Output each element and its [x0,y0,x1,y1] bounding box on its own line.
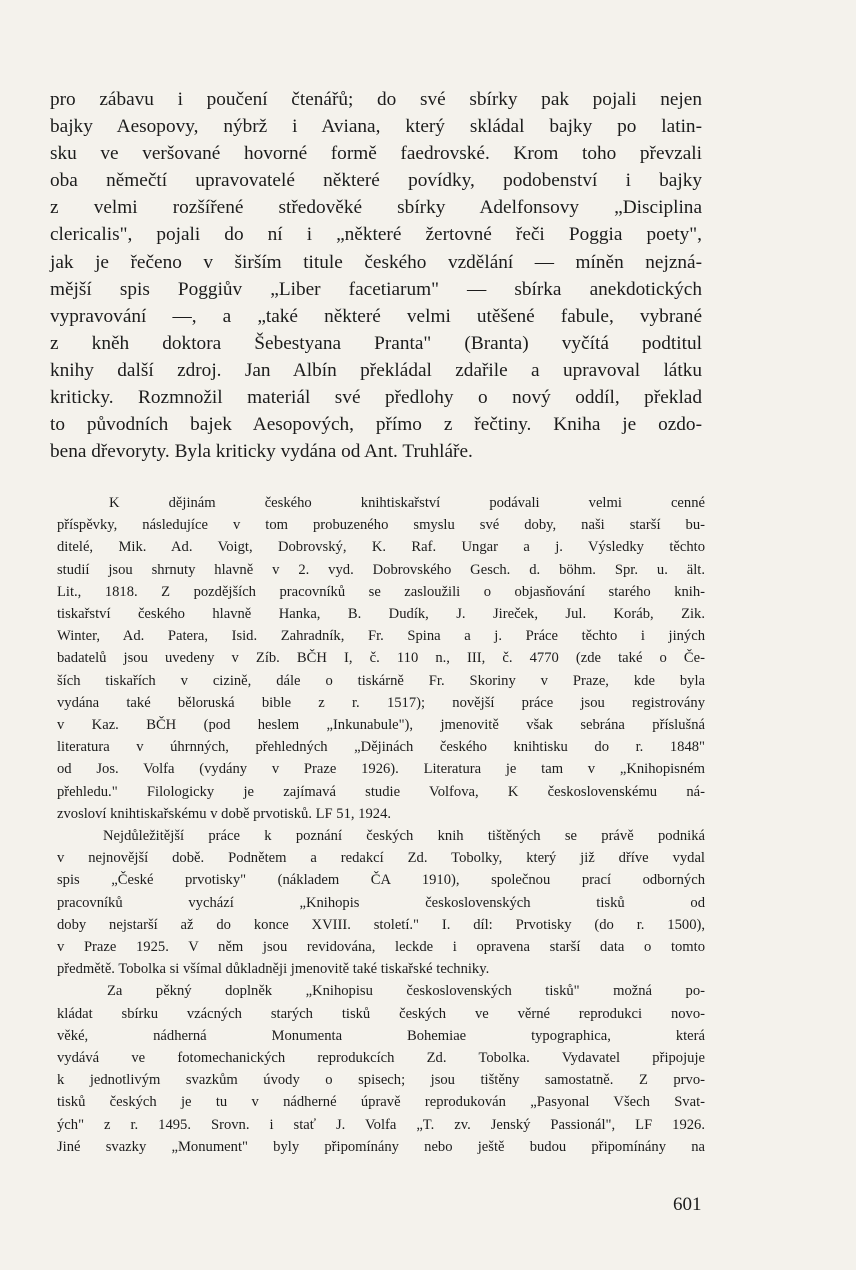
note-line: kládat sbírku vzácných starých tisků českých ve věrné reprodukci novo- [57,1005,705,1022]
note-line: ých" z r. 1495. Srovn. i stať J. Volfa „T. zv. Jenský Passionál", LF 1926. [57,1116,705,1133]
note-line: přehledu." Filologicky je zajímavá studie Volfova, K československému ná- [57,783,705,800]
main-line: vypravování —, a „také některé velmi utěšené fabule, vybrané [50,305,702,327]
note-line: vydává ve fotomechanických reprodukcích Zd. Tobolka. Vydavatel připojuje [57,1050,705,1067]
note-line: K dějinám českého knihtiskařství podávali velmi cenné [109,495,705,511]
main-line: mější spis Poggiův „Liber facetiarum" — sbírka anekdotických [50,278,702,300]
main-line: sku ve veršované hovorné formě faedrovské. Krom toho převzali [50,143,702,165]
note-line: v nejnovější době. Podnětem a redakcí Zd. Tobolky, který již dříve vydal [57,850,705,867]
main-line: z kněh doktora Šebestyana Pranta" (Branta) vyčítá podtitul [50,332,702,354]
note-line: Za pěkný doplněk „Knihopisu československých tisků" možná po- [107,983,705,1000]
note-line: předmětě. Tobolka si všímal důkladněji jmenovitě také tiskařské techniky. [57,961,490,978]
main-line: clericalis", pojali do ní i „některé žertovné řeči Poggia poety", [50,224,702,246]
note-line: příspěvky, následujíce v tom probuzeného smyslu své doby, naši starší bu- [57,517,705,534]
note-line: literatura v úhrnných, přehledných „Dějinách českého knihtisku do r. 1848" [57,739,705,756]
note-line: věké, nádherná Monumenta Bohemiae typographica, která [57,1027,705,1044]
note-line: v Kaz. BČH (pod heslem „Inkunabule"), jmenovitě však sebrána příslušná [57,717,705,734]
main-line: jak je řečeno v širším titule českého vzdělání — míněn nejzná- [50,251,702,273]
main-line: knihy další zdroj. Jan Albín překládal zdařile a upravoval látku [50,359,702,381]
note-line: Nejdůležitější práce k poznání českých knih tištěných se právě podniká [103,828,705,845]
main-line: kriticky. Rozmnožil materiál své předlohy o nový oddíl, překlad [50,387,702,409]
note-line: doby nejstarší až do konce XVIII. století." I. díl: Prvotisky (do r. 1500), [57,916,705,933]
main-line: pro zábavu i poučení čtenářů; do své sbírky pak pojali nejen [50,89,702,110]
note-line: pracovníků vychází „Knihopis československých tisků od [57,894,705,911]
main-line: bajky Aesopovy, nýbrž i Aviana, který skládal bajky po latin- [50,116,702,138]
page-number: 601 [673,1194,702,1215]
note-line: vydána také běloruská bible z r. 1517); novější práce jsou registrovány [57,694,705,711]
main-line: z velmi rozšířené středověké sbírky Adelfonsovy „Disciplina [50,197,702,219]
note-line: od Jos. Volfa (vydány v Praze 1926). Literatura je tam v „Knihopisném [57,761,705,778]
note-line: tisků českých je tu v nádherné úpravě reprodukován „Pasyonal Všech Svat- [57,1094,705,1111]
note-line: k jednotlivým svazkům úvody o spisech; jsou tištěny samostatně. Z prvo- [57,1072,705,1089]
note-line: tiskařství českého hlavně Hanka, B. Dudík, J. Jireček, Jul. Koráb, Zik. [57,606,705,623]
note-line: ších tiskařích v cizině, dále o tiskárně Fr. Skoriny v Praze, kde byla [57,672,705,689]
note-line: Jiné svazky „Monument" byly připomínány nebo ještě budou připomínány na [57,1138,705,1155]
main-line: bena dřevoryty. Byla kriticky vydána od Ant. Truhláře. [50,441,473,463]
note-line: Lit., 1818. Z pozdějších pracovníků se zasloužili o objasňování starého knih- [57,583,705,600]
note-line: studií jsou shrnuty hlavně v 2. vyd. Dobrovského Gesch. d. böhm. Spr. u. ält. [57,561,705,578]
note-line: ditelé, Mik. Ad. Voigt, Dobrovský, K. Raf. Ungar a j. Výsledky těchto [57,539,705,556]
notes-section [57,492,705,1158]
note-line: badatelů jsou uvedeny v Zíb. BČH I, č. 110 n., III, č. 4770 (zde také o Če- [57,650,705,667]
main-line: to původních bajek Aesopových, přímo z řečtiny. Kniha je ozdo- [50,414,702,436]
note-line: v Praze 1925. V něm jsou revidována, leckde i opravena starší data o tomto [57,939,705,956]
main-text [50,86,702,465]
note-line: spis „České prvotisky" (nákladem ČA 1910), společnou prací odborných [57,872,705,889]
note-line: zvosloví knihtiskařskému v době prvotisků. LF 51, 1924. [57,805,392,822]
note-line: Winter, Ad. Patera, Isid. Zahradník, Fr. Spina a j. Práce těchto i jiných [57,628,705,645]
main-line: oba němečtí upravovatelé některé povídky, podobenství i bajky [50,170,702,192]
